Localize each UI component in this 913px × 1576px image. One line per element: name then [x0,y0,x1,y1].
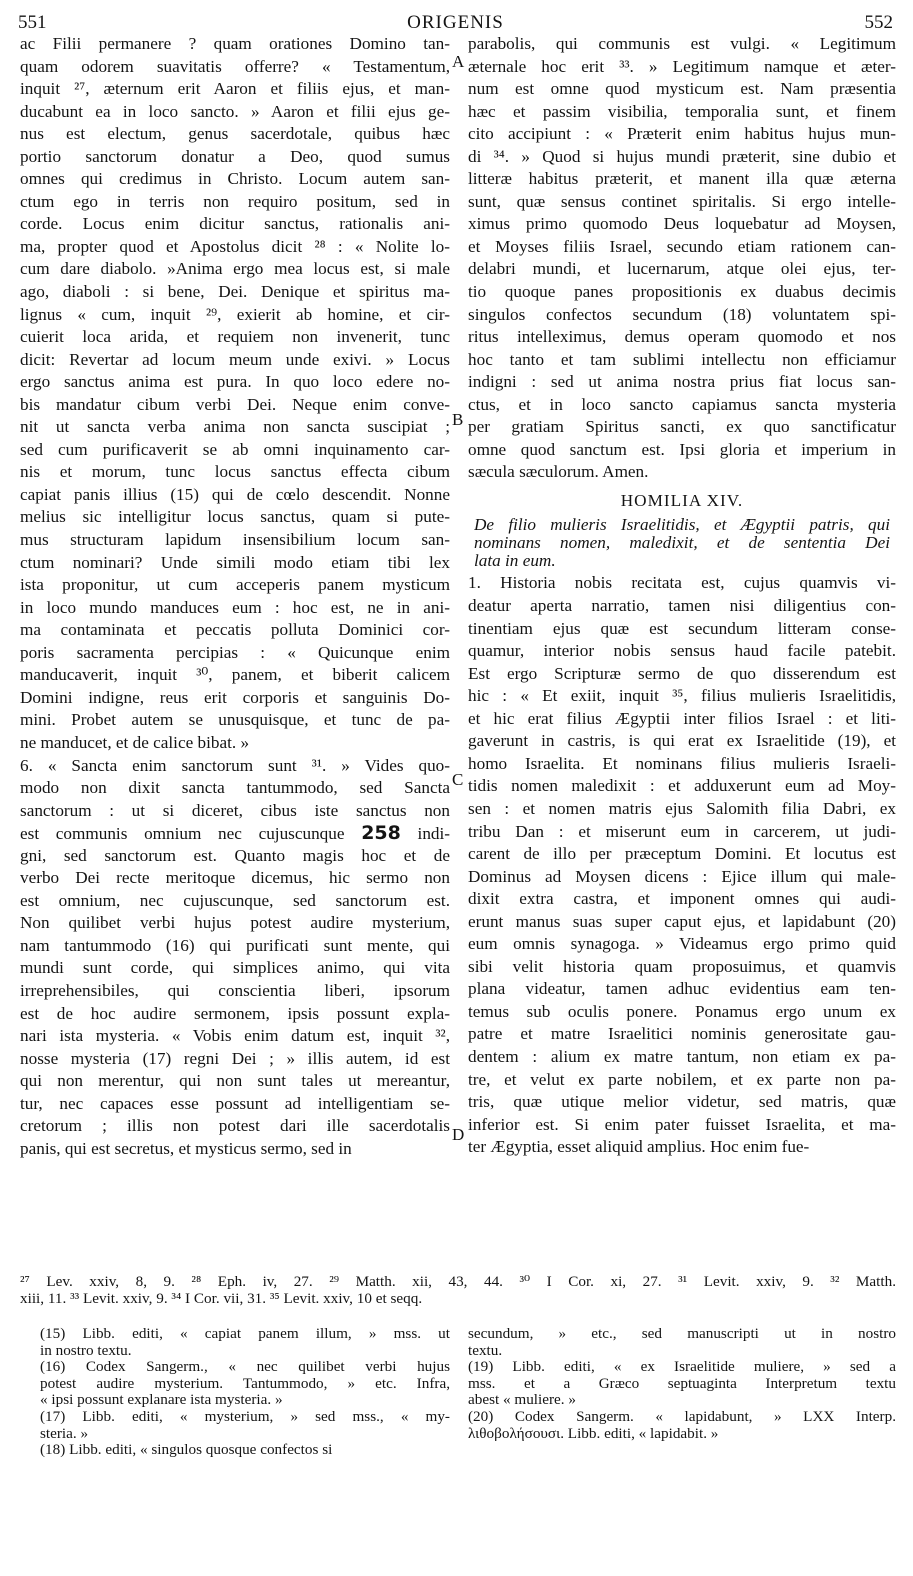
text-line: ma contaminata et peccatis polluta Dominici cor- [20,620,450,640]
text-line: panis, qui est secretus, et mysticus sermo, sed in [20,1138,352,1158]
text-line: tre, et velut ex parte nobilem, et ex parte non pa- [468,1069,896,1089]
text-line: poris sacramenta percipias : « Quicunque enim [20,642,450,662]
text-line: Est ergo Scripturæ sermo de quo disserendum est [468,663,896,683]
text-line: parabolis, qui communis est vulgi. « Legitimum [468,34,896,53]
margin-marker-a: A [452,52,465,71]
text-line: indigni : sed ut anima nostra prius fiat locus san- [468,372,896,392]
text-line: gni, sed sanctorum est. Quanto magis hoc et de [20,845,450,865]
text-line: hæc et passim visibilia, temporalia sunt, et finem [468,101,896,121]
editor-note-line: steria. » [40,1425,89,1442]
text-line: omnes qui credimus in Christo. Locum autem san- [20,169,450,189]
text-line: modo non dixit sancta tantummodo, sed Sancta [20,778,450,798]
text-line: mini. Probet autem se unusquisque, et tunc de pa- [20,710,450,730]
editor-note-line: abest « muliere. » [468,1392,576,1409]
text-line: qui non merentur, qui non sunt tales ut mereantur, [20,1071,450,1091]
text-line: lignus « cum, inquit ²⁹, exierit ab homine, et cir- [20,304,450,324]
text-line: patre et matre Israelitici nominis generositate gau- [468,1024,896,1044]
text-line: nus est electum, genus sacerdotale, quibus hæc [20,124,450,144]
text-line: dentem : alium ex matre tantum, non etiam ex pa- [468,1046,896,1066]
text-line: tinentiam ejus quæ est secundum litteram conse- [468,618,896,638]
editor-note-line: (17) Libb. editi, « mysterium, » sed mss., « my- [40,1408,450,1425]
homily-subtitle-line: nominans nomen, maledixit, et de sententia Dei [474,534,890,553]
text-line: ma, propter quod et Apostolus dicit ²⁸ : « Nolite lo- [20,236,450,256]
text-line: melius sic intelligitur locus sanctus, quam si pute- [20,507,450,527]
text-line: ctus, et in loco sancto capiamus sancta mysteria [468,394,896,414]
text-line: ac Filii permanere ? quam orationes Domino tan- [20,34,450,53]
text-line: sed cum purificaverit se ab omni inquinamento car- [20,439,450,459]
text-line: nis et morum, tunc locus sanctus effecta cibum [20,462,450,482]
text-line: quamur, interior nobis sensus haud facile patebit. [468,641,896,661]
editor-note-line: (16) Codex Sangerm., « nec quilibet verbi hujus [40,1359,450,1376]
text-line: hoc tanto et tam sublimi intellectu non efficiamur [468,349,896,369]
editor-note-line: mss. et a Græco septuaginta Interpretum textu [468,1375,896,1392]
text-line: Domini indigne, reus erit corporis et sanguinis Do- [20,687,450,707]
margin-marker-d: D [452,1125,465,1144]
homily-subtitle [468,516,896,570]
text-line: dixit extra castra, et imponent omnes qui audi- [468,889,896,909]
reference-note-line: xiii, 11. ³³ Levit. xxiv, 9. ³⁴ I Cor. vii, 31. ³⁵ Levit. xxiv, 10 et seqq. [20,1290,423,1307]
text-line: sibi velit historia quam proposuimus, et quamvis [468,956,896,976]
text-line: ergo sanctus anima est pura. In quo loco edere no- [20,372,450,392]
right-column-text-b [468,572,896,1158]
text-line: singulos confectos secundum (18) voluntatem spi- [468,304,896,324]
text-line: nari ista mysteria. « Vobis enim datum est, inquit ³², [20,1026,450,1046]
homily-subtitle-line: lata in eum. [474,552,556,571]
text-line: capiat panis illius (15) qui de cœlo descendit. Nonne [20,484,450,504]
text-line: ista proponitur, ut cum acceperis panem mysticum [20,575,450,595]
editor-note-line: « ipsi possunt explanare ista mysteria. » [40,1392,283,1409]
text-line: litteræ habitus præterit, et manent illa quæ æterna [468,169,896,189]
homily-subtitle-line: De filio mulieris Israelitidis, et Ægyptii patris, qui [474,516,890,535]
editor-notes-left [40,1326,450,1459]
text-line: tio quoque panes propositionis ex duabus decimis [468,282,896,302]
text-line: tidis nomen maledixit : et adduxerunt eum ad Moy- [468,776,896,796]
editor-note-line: in nostro textu. [40,1342,132,1359]
text-line: per gratiam Spiritus sancti, ex quo sanctificatur [468,417,896,437]
text-line: cuierit loca arida, et requiem non invenerit, tunc [20,327,450,347]
text-line: 6. « Sancta enim sanctorum sunt ³¹. » Vides quo- [20,755,450,775]
right-column-text-a [468,33,896,484]
editor-note-line: λιθοβολήσουσι. Libb. editi, « lapidabit. » [468,1425,719,1442]
text-line: et hic erat filius Ægyptii inter filios Israel : et liti- [468,708,896,728]
text-line: 1. Historia nobis recitata est, cujus quamvis vi- [468,573,896,593]
text-line: cito accipiunt : « Præterit enim habitus hujus mun- [468,124,896,144]
text-line: tur, nec capaces esse possunt ad intelligentiam se- [20,1093,450,1113]
text-line: nosse mysteria (17) regni Dei ; » illis autem, id est [20,1048,450,1068]
text-line: delabri mundi, et lucernarum, atque olei ejus, ter- [468,259,896,279]
text-line: sen : et nomen matris ejus Salomith filia Dabri, ex [468,798,896,818]
text-line: cretorum ; illis non potest dari ille sacerdotalis [20,1116,450,1136]
editor-note-line: secundum, » etc., sed manuscripti ut in nostro [468,1326,896,1342]
right-column [468,33,896,1159]
homily-title: HOMILIA XIV. [620,490,744,510]
editor-notes-right [468,1326,896,1442]
text-line: ago, diaboli : si bene, Dei. Denique et spiritus ma- [20,282,450,302]
page-number-left: 551 [18,12,47,33]
text-line: bis mandatur cibum verbi Dei. Neque enim conve- [20,394,450,414]
text-line: irreprehensibiles, qui conscientia liberi, ipsorum [20,980,450,1000]
text-line: nam tantummodo (16) qui purificati sunt mente, qui [20,935,450,955]
editor-note-line: (19) Libb. editi, « ex Israelitide muliere, » sed a [468,1359,896,1376]
text-line: quam odorem suavitatis offerre? « Testamentum, [20,56,450,76]
text-line: ritus intelleximus, demus operam quomodo et nos [468,327,896,347]
text-line: ximus primo quomodo Deus loquebatur ad Moysen, [468,214,896,234]
editor-note-line: textu. [468,1342,503,1359]
text-line: hic : « Et exiit, inquit ³⁵, filius mulieris Israelitidis, [468,686,896,706]
text-line: portio sanctorum donatur a Deo, quod sumus [20,146,450,166]
text-line: eum omnis synagoga. » Videamus ergo primo quid [468,934,896,954]
margin-marker-c: C [452,770,464,789]
text-line: gaverunt in castris, is qui erat ex Israelitide (19), et [468,731,896,751]
text-line: plana videatur, tamen adhuc evidentius eam ten- [468,979,896,999]
text-line: dicit: Revertar ad locum meum unde exivi. » Locus [20,349,450,369]
text-line: inquit ²⁷, æternum erit Aaron et filiis ejus, et man- [20,79,450,99]
text-line: tris, quæ utique melior videtur, sed matris, quæ [468,1092,896,1112]
text-line: ducabunt ea in loco sancto. » Aaron et filii ejus ge- [20,101,450,121]
text-line: nit ut sancta verba anima non sancta suscipiat ; [20,417,450,437]
text-line: sæcula sæculorum. Amen. [468,462,649,482]
text-line: temus sub oculis ponere. Ponamus ergo unum ex [468,1001,896,1021]
text-line: ne manducet, et de calice bibat. » [20,732,250,752]
text-line: erunt manus suas super caput ejus, et lapidabunt (20) [468,911,896,931]
margin-marker-b: B [452,410,464,429]
reference-note-line: ²⁷ Lev. xxiv, 8, 9. ²⁸ Eph. iv, 27. ²⁹ Matth. xii, 43, 44. ³⁰ I Cor. xi, 27. ³¹ Levit. xxiv, 9. ³² Matth. [20,1274,896,1290]
running-title: ORIGENIS [407,12,504,33]
text-line: manducaverit, inquit ³⁰, panem, et biberit calicem [20,665,450,685]
editor-note-line: (18) Libb. editi, « singulos quosque confectos si [40,1442,333,1459]
text-line: homo Israelita. Et nominans filius mulieris Israeli- [468,753,896,773]
text-line: ter Ægyptia, esset aliquid amplius. Hoc enim fue- [468,1137,810,1157]
text-line: cum dare diabolo. »Anima ergo mea locus est, si male [20,259,450,279]
text-line: verbo Dei recte meritoque dicemus, hic sermo non [20,868,450,888]
editor-note-line: potest audire mysterium. Tantummodo, » etc. Infra, [40,1375,450,1392]
page-number-right: 552 [864,12,893,33]
text-line: inferior est. Si enim pater fuisset Israelita, et ma- [468,1114,896,1134]
reference-notes [20,1274,896,1307]
text-line: et Moyses filiis Israel, secundo etiam rationem can- [468,236,896,256]
text-line: tribu Dan : et miserunt eum in carcerem, ut judi- [468,821,896,841]
text-line: di ³⁴. » Quod si hujus mundi præterit, sine dubio et [468,146,896,166]
text-line: corde. Locus enim dicitur sanctus, rationalis ani- [20,214,450,234]
text-line: est de hoc audire sermonem, ipsis possunt expla- [20,1003,450,1023]
editor-note-line: (20) Codex Sangerm. « lapidabunt, » LXX Interp. [468,1408,896,1425]
editor-note-line: (15) Libb. editi, « capiat panem illum, » mss. ut [40,1326,450,1342]
text-line: Non quilibet verbi hujus potest audire mysterium, [20,913,450,933]
text-line: ctum nominari? Unde simili modo etiam tibi lex [20,552,450,572]
text-line: sanctorum : ut si diceret, cibus iste sanctus non [20,800,450,820]
text-line: est communis omnium nec cujuscunque 258 indi- [20,822,450,845]
text-line: mundi sunt corde, qui simplices animo, qui vita [20,958,450,978]
text-line: carent de illo per præceptum Domini. Et locutus est [468,844,896,864]
text-line: omne quod sanctum est. Ipsi gloria et imperium in [468,439,896,459]
left-column [20,33,450,1160]
text-line: mus structuram lapidum insensibilium locum san- [20,530,450,550]
text-line: deatur aperta narratio, tamen nisi diligentius con- [468,596,896,616]
text-line: æternale hoc erit ³³. » Legitimum namque et æter- [468,56,896,76]
inline-page-number: 258 [361,822,401,845]
text-line: est omnium, nec cujuscunque, sed sanctorum est. [20,890,450,910]
text-line: Dominus ad Moysen dicens : Ejice illum qui male- [468,866,896,886]
text-line: sunt, quæ sensus continet spiritalis. Si ergo intelle- [468,191,896,211]
text-line: in loco mundo manduces eum : hoc est, ne in ani- [20,597,450,617]
text-line: num est omne quod mysticum est. Nam præsentia [468,79,896,99]
text-line: ctum ego in terris non requiro positum, sed in [20,191,450,211]
